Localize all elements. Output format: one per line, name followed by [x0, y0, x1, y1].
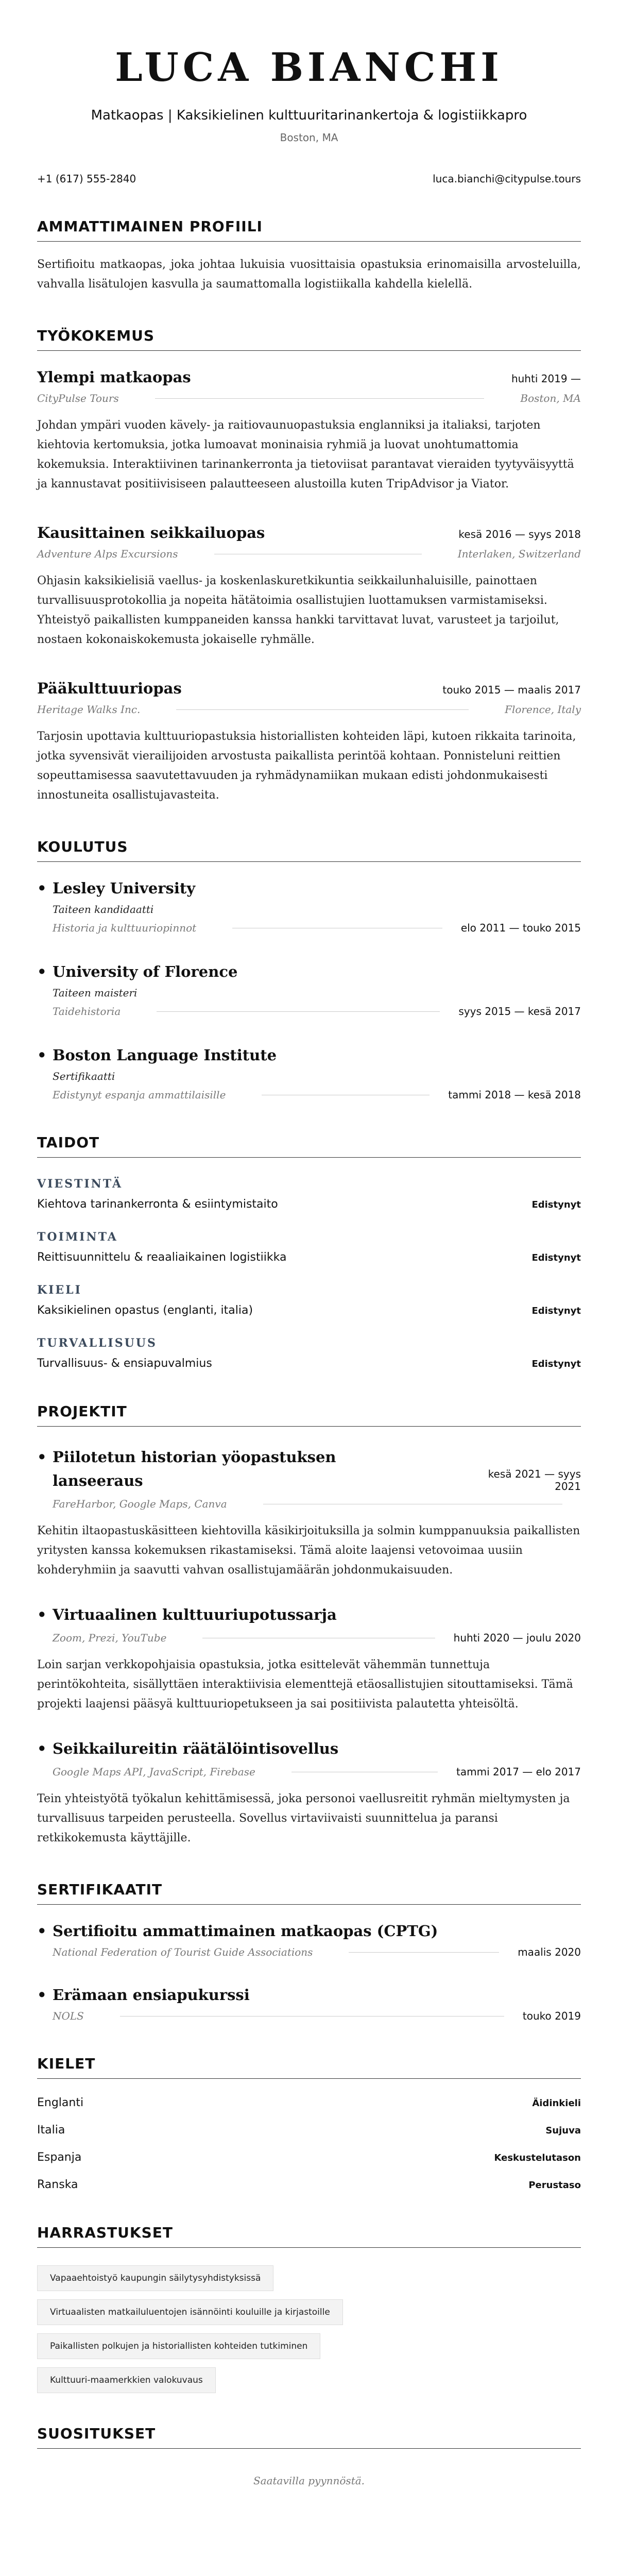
bullet-icon: •: [37, 1986, 47, 2004]
job-dates: touko 2015 — maalis 2017: [442, 684, 581, 696]
project-title-line: lanseeraus: [53, 1472, 143, 1489]
skill-name: Kaksikielinen opastus (englanti, italia): [37, 1304, 253, 1317]
language-name: Englanti: [37, 2096, 84, 2109]
job-dates: huhti 2019 —: [511, 372, 581, 385]
education-entry: [37, 963, 581, 1018]
project-description: Loin sarjan verkkopohjaisia opastuksia, jotka esittelevät vähemmän tunnettuja perintökohteita, sisällyttäen interaktiivisia elementtejä etäosallistujien sitouttamiseksi. Tämä projekti laajensi pääsyä kulttuuriopetukseen ja sai positiivista palautetta yhteisöltä.: [37, 1658, 573, 1710]
skill-category: VIESTINTÄ: [37, 1177, 123, 1191]
phone-number[interactable]: +1 (617) 555-2840: [37, 173, 136, 185]
job-location: Interlaken, Switzerland: [457, 548, 581, 560]
field-of-study: Edistynyt espanja ammattilaisille: [53, 1089, 226, 1101]
hobby-tag: Virtuaalisten matkailuluentojen isännöinti kouluille ja kirjastoille: [37, 2299, 343, 2325]
project-dates-line: kesä 2021 — syys: [488, 1468, 581, 1480]
section-title: HARRASTUKSET: [37, 2224, 581, 2248]
project-tech: Zoom, Prezi, YouTube: [53, 1632, 167, 1644]
degree: Taiteen maisteri: [53, 987, 138, 999]
project-entry: [37, 1737, 581, 1848]
job-entry: [37, 680, 581, 805]
education-entry: [37, 1046, 581, 1101]
certification-entry: [37, 1986, 581, 2022]
candidate-name: LUCA BIANCHI: [115, 44, 503, 90]
language-level: Äidinkieli: [532, 2098, 581, 2109]
leader-line: [349, 1952, 499, 1953]
field-of-study: Taidehistoria: [53, 1005, 121, 1018]
education-section: [37, 838, 581, 1101]
languages-section: [37, 2055, 581, 2191]
project-tech: Google Maps API, JavaScript, Firebase: [53, 1766, 255, 1778]
skill-category: TOIMINTA: [37, 1230, 118, 1244]
job-entry: [37, 368, 581, 494]
bullet-icon: •: [37, 1046, 47, 1064]
language-row: [37, 2124, 581, 2137]
language-row: [37, 2178, 581, 2191]
leader-line: [157, 1011, 440, 1012]
certification-name: Erämaan ensiapukurssi: [53, 1986, 250, 2004]
certification-name: Sertifioitu ammattimainen matkaopas (CPTG): [53, 1922, 438, 1940]
skill-level: Edistynyt: [531, 1199, 581, 1210]
section-title: KIELET: [37, 2055, 581, 2079]
references-text: Saatavilla pyynnöstä.: [253, 2475, 365, 2487]
language-level: Perustaso: [528, 2180, 581, 2191]
skill-level: Edistynyt: [531, 1306, 581, 1316]
project-entry: [37, 1445, 581, 1580]
bullet-icon: •: [37, 1606, 47, 1623]
profile-text: Sertifioitu matkaopas, joka johtaa lukuisia vuosittaisia opastuksia erinomaisilla arvosteluilla, vahvalla lisätulojen kasvulla ja saumattomalla logistiikalla kahdella kielellä.: [37, 258, 581, 291]
school-name: Boston Language Institute: [53, 1046, 277, 1064]
project-dates: huhti 2020 — joulu 2020: [453, 1632, 581, 1644]
skill-row: [37, 1304, 581, 1317]
education-dates: syys 2015 — kesä 2017: [458, 1005, 581, 1018]
education-dates: tammi 2018 — kesä 2018: [448, 1089, 581, 1101]
language-row: [37, 2151, 581, 2164]
skill-category: TURVALLISUUS: [37, 1336, 157, 1350]
degree: Sertifikaatti: [53, 1070, 115, 1082]
section-title: SUOSITUKSET: [37, 2425, 581, 2449]
education-dates: elo 2011 — touko 2015: [460, 922, 581, 934]
certification-org: National Federation of Tourist Guide Associations: [53, 1946, 313, 1958]
section-title: TAIDOT: [37, 1134, 581, 1158]
profile-section: [37, 218, 581, 294]
project-entry: [37, 1603, 581, 1714]
skill-row: [37, 1251, 581, 1264]
job-location: Boston, MA: [520, 392, 581, 404]
hobby-tag: Vapaaehtoistyö kaupungin säilytysyhdistyksissä: [37, 2265, 273, 2291]
bullet-icon: •: [37, 879, 47, 897]
hobbies-section: [37, 2224, 581, 2401]
language-name: Italia: [37, 2124, 65, 2137]
project-title: Virtuaalinen kulttuuriupotussarja: [53, 1606, 337, 1623]
skill-name: Turvallisuus- & ensiapuvalmius: [37, 1357, 212, 1370]
section-title: AMMATTIMAINEN PROFIILI: [37, 218, 581, 242]
bullet-icon: •: [37, 1448, 47, 1466]
company-name: Adventure Alps Excursions: [37, 548, 178, 560]
project-dates-line: 2021: [555, 1480, 581, 1493]
education-entry: [37, 879, 581, 934]
project-title-line: Piilotetun historian yöopastuksen: [53, 1448, 336, 1466]
field-of-study: Historia ja kulttuuriopinnot: [53, 922, 197, 934]
job-description: Johdan ympäri vuoden kävely- ja raitiovaunuopastuksia englanniksi ja italiaksi, tarjoten kiehtovia kertomuksia, jotka lumoavat moninaisia ryhmiä ja luovat unohtumattomia kokemuksia. Interaktiivinen tarinankerronta ja tietoviisat parantavat vieraiden tyytyväisyyttä ja kannustavat positiivisiseen palautteeseen alustoilla kuten TripAdvisor ja Viator.: [37, 419, 574, 490]
job-dates: kesä 2016 — syys 2018: [458, 528, 581, 540]
project-description: Kehitin iltaopastuskäsitteen kiehtovilla käsikirjoituksilla ja solmin kumppanuuksia paikallisten yritysten kanssa kokemuksen rikastamiseksi. Tämä aloite laajensi vetovoimaa uusiin kohderyhmiin ja saavutti vahvan osallistujamäärän johdonmukaisuuden.: [37, 1524, 580, 1577]
section-title: KOULUTUS: [37, 838, 581, 862]
skill-row: [37, 1357, 581, 1370]
section-title: SERTIFIKAATIT: [37, 1881, 581, 1905]
job-title: Ylempi matkaopas: [37, 368, 191, 386]
certification-entry: [37, 1922, 581, 1958]
location: Boston, MA: [280, 131, 338, 144]
contact-row: [37, 173, 581, 185]
language-level: Sujuva: [545, 2125, 581, 2136]
school-name: University of Florence: [53, 963, 238, 980]
certification-date: maalis 2020: [518, 1946, 581, 1958]
certifications-section: [37, 1881, 581, 2022]
bullet-icon: •: [37, 1740, 47, 1757]
degree: Taiteen kandidaatti: [53, 903, 154, 916]
hobby-tag: Kulttuuri-maamerkkien valokuvaus: [37, 2367, 216, 2393]
skill-name: Kiehtova tarinankerronta & esiintymistaito: [37, 1198, 278, 1211]
language-name: Espanja: [37, 2151, 82, 2164]
project-tech: FareHarbor, Google Maps, Canva: [53, 1498, 227, 1510]
skill-level: Edistynyt: [531, 1252, 581, 1263]
leader-line: [176, 709, 469, 710]
skills-section: [37, 1134, 581, 1370]
bullet-icon: •: [37, 1922, 47, 1940]
job-description: Tarjosin upottavia kulttuuriopastuksia historiallisten kohteiden läpi, kutoen rikkaita tarinoita, jotka syvensivät vierailijoiden arvostusta paikallista perintöä kohtaan. Ponnisteluni reittien sopeuttamisessa saavutettavuuden ja ryhmädynamiikan mukaan edisti johdonmukaisesti innostuneita osallistujavasteita.: [37, 730, 576, 802]
email-address[interactable]: luca.bianchi@citypulse.tours: [433, 173, 581, 185]
job-title: Pääkulttuuriopas: [37, 680, 182, 697]
project-dates: [488, 1468, 581, 1493]
job-description: Ohjasin kaksikielisiä vaellus- ja koskenlaskuretkikuntia seikkailunhaluisille, painottaen turvallisuusprotokollia ja nopeita hätätoimia osallistujien luottamuksen varmistamiseksi. Yhteistyö paikallisten kumppaneiden kanssa hankki tarvittavat luvat, varusteet ja tarjoilut, nostaen kokonaiskokemusta jokaiselle ryhmälle.: [37, 574, 559, 646]
projects-section: [37, 1403, 581, 1848]
job-title: Kausittainen seikkailuopas: [37, 524, 265, 541]
project-title: Seikkailureitin räätälöintisovellus: [53, 1740, 339, 1757]
project-dates: tammi 2017 — elo 2017: [456, 1766, 581, 1778]
skill-category: KIELI: [37, 1283, 82, 1297]
language-name: Ranska: [37, 2178, 78, 2191]
section-title: TYÖKOKEMUS: [37, 327, 581, 351]
language-level: Keskustelutason: [494, 2153, 581, 2163]
language-row: [37, 2096, 581, 2109]
hobby-tag: Paikallisten polkujen ja historiallisten kohteiden tutkiminen: [37, 2333, 320, 2359]
company-name: Heritage Walks Inc.: [37, 703, 141, 716]
skill-row: [37, 1198, 581, 1211]
school-name: Lesley University: [53, 879, 196, 897]
headline: Matkaopas | Kaksikielinen kulttuuritarinankertoja & logistiikkapro: [91, 108, 527, 123]
job-location: Florence, Italy: [505, 703, 581, 716]
experience-section: [37, 327, 581, 805]
skill-name: Reittisuunnittelu & reaaliaikainen logistiikka: [37, 1251, 287, 1264]
references-section: [37, 2425, 581, 2487]
company-name: CityPulse Tours: [37, 392, 119, 404]
project-description: Tein yhteistyötä työkalun kehittämisessä, joka personoi vaellusreitit ryhmän mieltymysten ja turvallisuus tarpeiden perusteella. Sovellus virtaviivaisti suunnittelua ja paransi retkikokemusta käyttäjille.: [37, 1792, 570, 1844]
bullet-icon: •: [37, 963, 47, 980]
job-entry: [37, 524, 581, 650]
certification-date: touko 2019: [522, 2010, 581, 2022]
certification-org: NOLS: [53, 2010, 84, 2022]
section-title: PROJEKTIT: [37, 1403, 581, 1427]
project-title: [53, 1445, 336, 1493]
leader-line: [155, 398, 485, 399]
skill-level: Edistynyt: [531, 1359, 581, 1369]
